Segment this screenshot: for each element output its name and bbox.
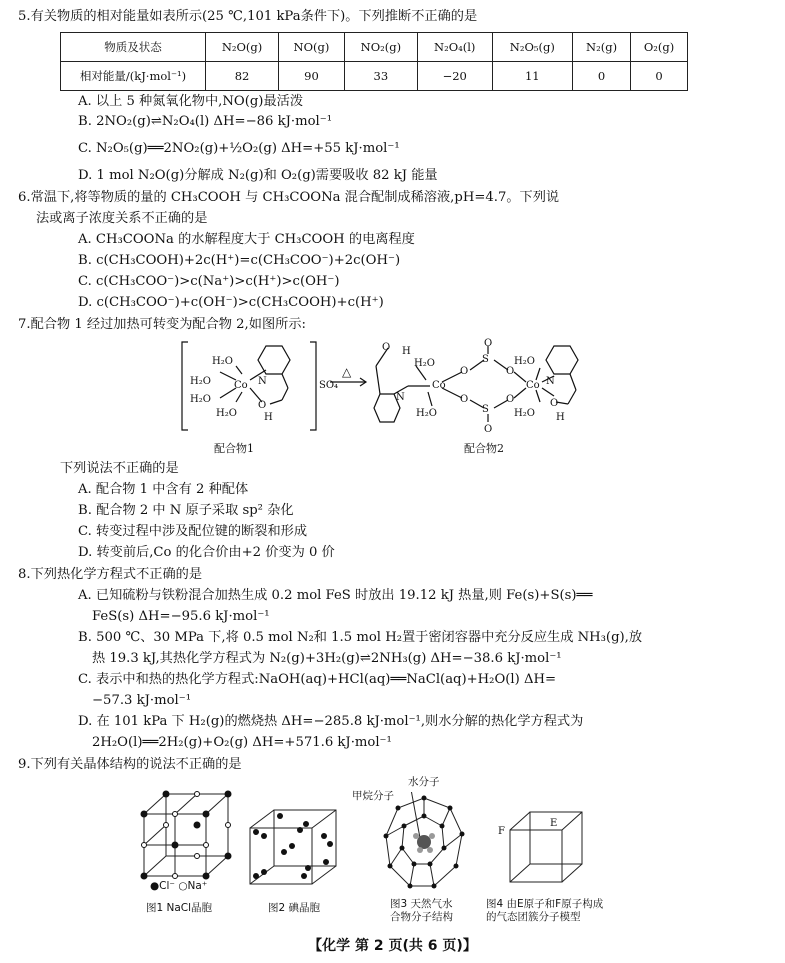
q8-option-a-line1: A. 已知硫粉与铁粉混合加热生成 0.2 mol FeS 时放出 19.12 kJ 热量,则 Fe(s)+S(s)══: [78, 588, 593, 603]
table-header-cell: NO(g): [279, 33, 345, 62]
table-header-cell: N₂O₅(g): [492, 33, 573, 62]
svg-text:H: H: [556, 412, 565, 423]
q6-stem-line2: 法或离子浓度关系不正确的是: [36, 211, 208, 226]
svg-text:O: O: [460, 366, 469, 377]
svg-text:H: H: [402, 346, 411, 357]
svg-text:H₂O: H₂O: [414, 358, 435, 369]
svg-text:Co: Co: [234, 380, 248, 391]
q7-stem: 7.配合物 1 经过加热可转变为配合物 2,如图所示:: [18, 317, 306, 332]
svg-text:O: O: [382, 342, 391, 353]
q5-option-a: A. 以上 5 种氮氧化物中,NO(g)最活泼: [78, 94, 304, 109]
q7-option-b: B. 配合物 2 中 N 原子采取 sp² 杂化: [78, 503, 294, 518]
q5-option-d: D. 1 mol N₂O(g)分解成 N₂(g)和 O₂(g)需要吸收 82 kJ 能量: [78, 168, 438, 183]
q7-intro: 下列说法不正确的是: [60, 461, 179, 476]
svg-text:N: N: [258, 376, 267, 387]
svg-text:H₂O: H₂O: [212, 356, 233, 367]
atom-e-label: E: [550, 818, 558, 829]
q8-option-b-line2: 热 19.3 kJ,其热化学方程式为 N₂(g)+3H₂(g)⇌2NH₃(g) ΔH=−38.6 kJ·mol⁻¹: [92, 651, 562, 666]
cl-legend-label: Cl⁻: [159, 880, 175, 892]
na-legend-label: Na⁺: [187, 880, 208, 892]
cluster-molecule-model: [496, 806, 592, 888]
svg-text:H₂O: H₂O: [514, 356, 535, 367]
svg-text:H₂O: H₂O: [190, 394, 211, 405]
q8-option-d-line1: D. 在 101 kPa 下 H₂(g)的燃烧热 ΔH=−285.8 kJ·mol⁻¹,则水分解的热化学方程式为: [78, 714, 584, 729]
nacl-legend: [150, 880, 207, 892]
complex-diagram: [170, 336, 610, 460]
cl-legend-icon: ●: [150, 880, 160, 892]
svg-text:H₂O: H₂O: [190, 376, 211, 387]
q6-option-d: D. c(CH₃COO⁻)+c(OH⁻)>c(CH₃COOH)+c(H⁺): [78, 295, 384, 310]
q9-stem: 9.下列有关晶体结构的说法不正确的是: [18, 757, 242, 772]
fig2-caption: 图2 碘晶胞: [268, 902, 321, 914]
table-cell: 82: [206, 62, 279, 91]
table-header-row: [61, 33, 688, 62]
svg-text:Co: Co: [526, 380, 540, 391]
q8-option-b-line1: B. 500 ℃、30 MPa 下,将 0.5 mol N₂和 1.5 mol H₂置于密闭容器中充分反应生成 NH₃(g),放: [78, 630, 643, 645]
svg-text:O: O: [484, 338, 493, 349]
complex-2-label: 配合物2: [464, 442, 504, 455]
table-header-cell: 物质及状态: [61, 33, 206, 62]
table-cell: 0: [631, 62, 688, 91]
water-label: 水分子: [408, 776, 440, 788]
svg-text:N: N: [396, 392, 405, 403]
q8-option-c-line2: −57.3 kJ·mol⁻¹: [92, 693, 191, 708]
fig3-caption-line2: 合物分子结构: [390, 911, 453, 923]
svg-text:H: H: [264, 412, 273, 423]
table-row: [61, 62, 688, 91]
q8-option-d-line2: 2H₂O(l)══2H₂(g)+O₂(g) ΔH=+571.6 kJ·mol⁻¹: [92, 735, 392, 750]
gas-hydrate-structure: [380, 792, 468, 896]
q8-stem: 8.下列热化学方程式不正确的是: [18, 567, 203, 582]
q7-option-a: A. 配合物 1 中含有 2 种配体: [78, 482, 249, 497]
q6-option-b: B. c(CH₃COOH)+2c(H⁺)=c(CH₃COO⁻)+2c(OH⁻): [78, 253, 401, 268]
table-cell: 11: [492, 62, 573, 91]
svg-text:O: O: [506, 366, 515, 377]
fig4-caption-line2: 的气态团簇分子模型: [486, 911, 581, 923]
table-cell: 90: [279, 62, 345, 91]
methane-label: 甲烷分子: [352, 790, 394, 802]
svg-text:N: N: [546, 376, 555, 387]
table-header-cell: N₂(g): [573, 33, 631, 62]
svg-text:O: O: [258, 400, 267, 411]
q5-option-b: B. 2NO₂(g)⇌N₂O₄(l) ΔH=−86 kJ·mol⁻¹: [78, 114, 332, 129]
svg-text:S: S: [482, 404, 489, 415]
table-header-cell: NO₂(g): [344, 33, 417, 62]
svg-text:O: O: [460, 394, 469, 405]
energy-table: [60, 32, 688, 91]
q6-option-a: A. CH₃COONa 的水解程度大于 CH₃COOH 的电离程度: [78, 232, 415, 247]
fig3-caption-line1: 图3 天然气水: [390, 898, 453, 910]
iodine-unit-cell: [244, 806, 344, 890]
table-header-cell: O₂(g): [631, 33, 688, 62]
svg-text:O: O: [550, 398, 559, 409]
q6-option-c: C. c(CH₃COO⁻)>c(Na⁺)>c(H⁺)>c(OH⁻): [78, 274, 340, 289]
svg-text:H₂O: H₂O: [416, 408, 437, 419]
svg-text:H₂O: H₂O: [514, 408, 535, 419]
fig1-caption: 图1 NaCl晶胞: [146, 902, 213, 914]
svg-text:H₂O: H₂O: [216, 408, 237, 419]
heat-arrow-label: △: [342, 365, 352, 379]
table-cell: 0: [573, 62, 631, 91]
table-cell: −20: [417, 62, 492, 91]
svg-text:O: O: [484, 424, 493, 435]
svg-text:Co: Co: [432, 380, 446, 391]
table-header-cell: N₂O(g): [206, 33, 279, 62]
fig4-caption-line1: 图4 由E原子和F原子构成: [486, 898, 604, 910]
q5-stem: 5.有关物质的相对能量如表所示(25 ℃,101 kPa条件下)。下列推断不正确的是: [18, 9, 478, 24]
table-header-cell: N₂O₄(l): [417, 33, 492, 62]
q8-option-a-line2: FeS(s) ΔH=−95.6 kJ·mol⁻¹: [92, 609, 270, 624]
q7-option-c: C. 转变过程中涉及配位键的断裂和形成: [78, 524, 308, 539]
na-legend-icon: ○: [178, 880, 188, 892]
q8-option-c-line1: C. 表示中和热的热化学方程式:NaOH(aq)+HCl(aq)══NaCl(aq)+H₂O(l) ΔH=: [78, 672, 557, 687]
so4-label: SO₄: [319, 380, 339, 391]
page-footer: 【化学 第 2 页(共 6 页)】: [308, 938, 477, 954]
q7-option-d: D. 转变前后,Co 的化合价由+2 价变为 0 价: [78, 545, 335, 560]
svg-text:S: S: [482, 354, 489, 365]
q5-option-c: C. N₂O₅(g)══2NO₂(g)+½O₂(g) ΔH=+55 kJ·mol⁻¹: [78, 141, 400, 156]
complex-1-label: 配合物1: [214, 442, 254, 455]
svg-text:O: O: [506, 394, 515, 405]
q6-stem-line1: 6.常温下,将等物质的量的 CH₃COOH 与 CH₃COONa 混合配制成稀溶液,pH=4.7。下列说: [18, 190, 560, 205]
table-cell: 33: [344, 62, 417, 91]
table-cell: 相对能量/(kJ·mol⁻¹): [61, 62, 206, 91]
nacl-unit-cell: [138, 790, 234, 890]
atom-f-label: F: [498, 826, 505, 837]
